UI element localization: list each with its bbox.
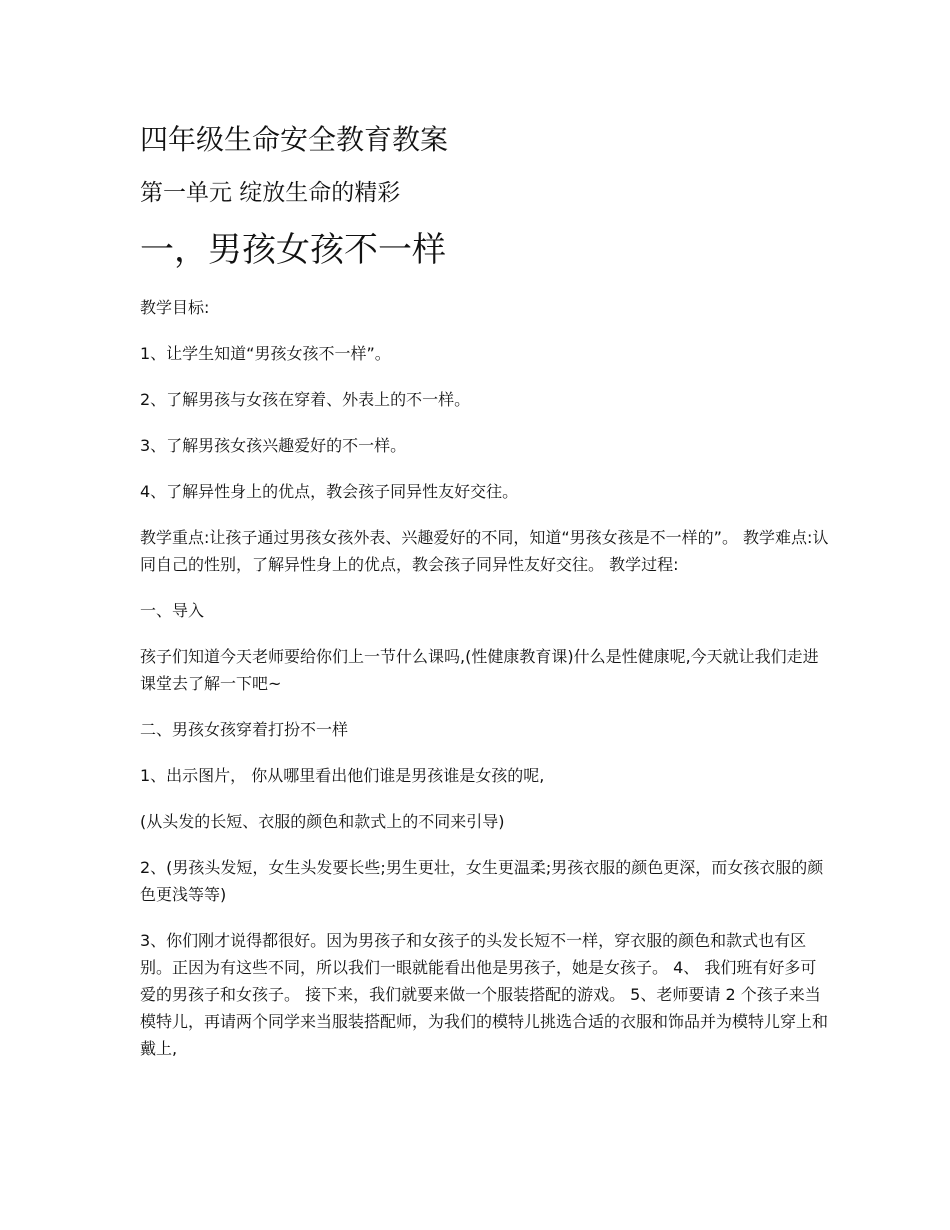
introduction-paragraph: 孩子们知道今天老师要给你们上一节什么课吗,(性健康教育课)什么是性健康呢,今天就让我们走进课堂去了解一下吧~ — [140, 647, 819, 693]
section-introduction-heading: 一、导入 — [140, 601, 205, 620]
clothing-step-1: 1、出示图片， 你从哪里看出他们谁是男孩谁是女孩的呢, — [140, 766, 545, 785]
document-title: 四年级生命安全教育教案 — [140, 123, 449, 156]
clothing-guidance: (从头发的长短、衣服的颜色和款式上的不同来引导) — [140, 812, 505, 831]
objective-4: 4、了解异性身上的优点，教会孩子同异性友好交往。 — [140, 482, 519, 501]
objective-1: 1、让学生知道“男孩女孩不一样”。 — [140, 344, 391, 363]
clothing-step-2: 2、(男孩头发短，女生头发要长些;男生更壮，女生更温柔;男孩衣服的颜色更深，而女孩衣服的颜色更浅等等) — [140, 858, 824, 904]
objective-2: 2、了解男孩与女孩在穿着、外表上的不一样。 — [140, 390, 471, 409]
section-clothing-heading: 二、男孩女孩穿着打扮不一样 — [140, 720, 349, 739]
lesson-heading: 一，男孩女孩不一样 — [140, 230, 446, 270]
document-content — [140, 118, 830, 1081]
unit-heading: 第一单元 绽放生命的精彩 — [140, 180, 401, 206]
objective-3: 3、了解男孩女孩兴趣爱好的不一样。 — [140, 436, 407, 455]
key-points-paragraph: 教学重点:让孩子通过男孩女孩外表、兴趣爱好的不同，知道“男孩女孩是不一样的”。 教学难点:认同自己的性别，了解异性身上的优点，教会孩子同异性友好交往。 教学过程: — [140, 528, 829, 574]
clothing-step-3: 3、你们刚才说得都很好。因为男孩子和女孩子的头发长短不一样，穿衣服的颜色和款式也有区别。正因为有这些不同，所以我们一眼就能看出他是男孩子，她是女孩子。 4、 我们班有好多可爱的男孩子和女孩子。 接下来，我们就要来做一个服装搭配的游戏。 5、老师要请 2 个孩子来当模特儿，再请两个同学来当服装搭配师，为我们的模特儿挑选合适的衣服和饰品并为模特儿穿上和戴上, — [140, 931, 829, 1058]
teaching-objectives-label: 教学目标: — [140, 298, 210, 317]
